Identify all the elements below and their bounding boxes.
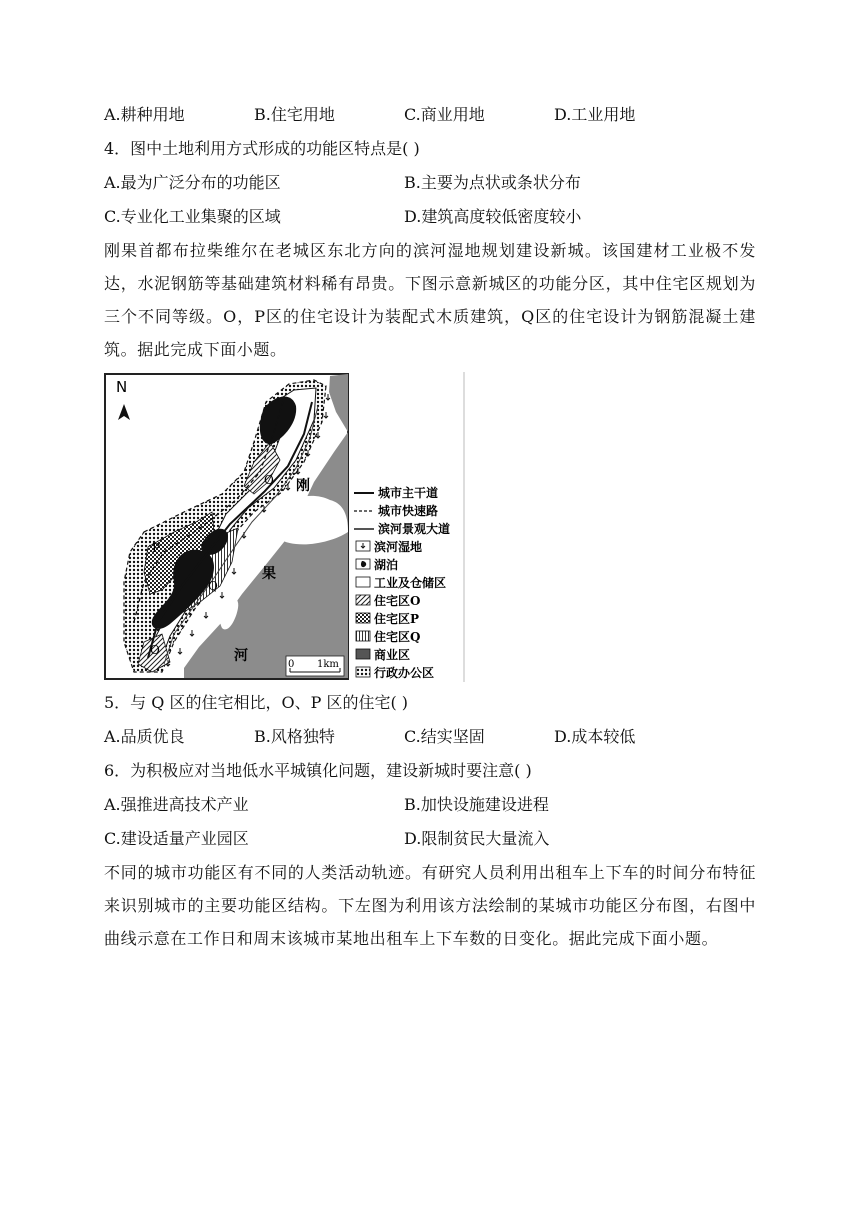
- q3-option-b: B.住宅用地: [254, 105, 335, 124]
- scale-zero: 0: [288, 659, 295, 670]
- q5-stem: 5．与 Q 区的住宅相比，O、P 区的住宅( ): [104, 693, 409, 712]
- label-o-bottom: O: [150, 643, 160, 657]
- q6-option-d: D.限制贫民大量流入: [404, 829, 550, 848]
- q3-option-d: D.工业用地: [554, 105, 636, 124]
- passage-congo: 刚果首都布拉柴维尔在老城区东北方向的滨河湿地规划建设新城。该国建材工业极不发达，水泥钢筋等基础建筑材料稀有昂贵。下图示意新城区的功能分区，其中住宅区规划为三个不同等级。O，P区的住宅设计为装配式木质建筑，Q区的住宅设计为钢筋混凝土建筑。据此完成下面小题。: [104, 241, 756, 359]
- q6-option-b: B.加快设施建设进程: [404, 795, 549, 814]
- legend-commercial: 商业区: [374, 648, 411, 662]
- q5-option-b: B.风格独特: [254, 727, 335, 746]
- legend-industrial: 工业及仓储区: [374, 576, 447, 590]
- passage-taxi: 不同的城市功能区有不同的人类活动轨迹。有研究人员利用出租车上下车的时间分布特征来识别城市的主要功能区结构。下左图为利用该方法绘制的某城市功能区分布图，右图中曲线示意在工作日和周末该城市某地出租车上下车数的日变化。据此完成下面小题。: [104, 863, 756, 948]
- scale-unit: 1km: [317, 659, 339, 670]
- map-legend: [354, 485, 450, 680]
- label-o-top: O: [264, 473, 274, 487]
- label-gang: 刚: [296, 478, 310, 494]
- q3-option-a: A.耕种用地: [104, 105, 185, 124]
- q6-option-c: C.建设适量产业园区: [104, 829, 249, 848]
- q4-option-d: D.建筑高度较低密度较小: [404, 207, 582, 226]
- q4-option-c: C.专业化工业集聚的区域: [104, 207, 281, 226]
- q5-option-d: D.成本较低: [554, 727, 636, 746]
- legend-riverside-avenue: 滨河景观大道: [378, 522, 451, 536]
- legend-lake: 湖泊: [374, 558, 399, 572]
- q3-option-c: C.商业用地: [404, 105, 485, 124]
- legend-expressway: 城市快速路: [378, 504, 439, 518]
- q4-stem: 4．图中土地利用方式形成的功能区特点是( ): [104, 139, 420, 158]
- label-q: Q: [208, 579, 218, 593]
- legend-wetland: 滨河湿地: [374, 540, 423, 554]
- north-label: N: [116, 378, 128, 396]
- label-p: P: [152, 541, 161, 555]
- legend-administrative: 行政办公区: [374, 666, 435, 680]
- new-city-map: [104, 372, 466, 682]
- legend-residential-p: 住宅区P: [374, 612, 420, 626]
- label-he: 河: [234, 648, 248, 664]
- q4-option-b: B.主要为点状或条状分布: [404, 173, 581, 192]
- legend-residential-q: 住宅区Q: [374, 630, 421, 644]
- label-guo: 果: [262, 566, 276, 582]
- legend-main-road: 城市主干道: [378, 486, 439, 500]
- q5-option-c: C.结实坚固: [404, 727, 485, 746]
- legend-residential-o: 住宅区O: [374, 594, 421, 608]
- q6-stem: 6．为积极应对当地低水平城镇化问题，建设新城时要注意( ): [104, 761, 532, 780]
- q5-option-a: A.品质优良: [104, 727, 185, 746]
- q4-option-a: A.最为广泛分布的功能区: [104, 173, 281, 192]
- q6-option-a: A.强推进高技术产业: [104, 795, 249, 814]
